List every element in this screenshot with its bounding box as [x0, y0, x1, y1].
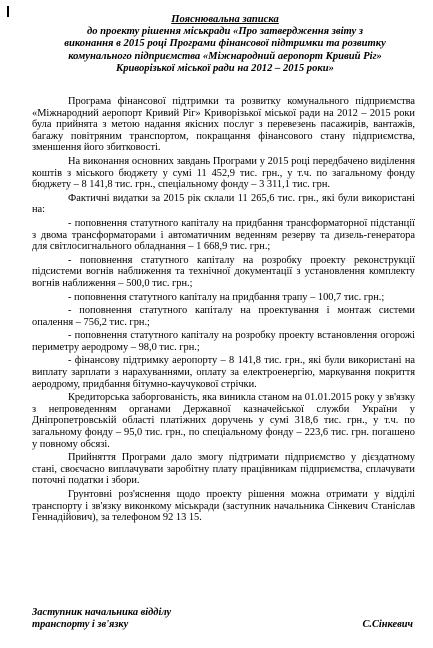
paragraph-actual-expenses: Фактичні видатки за 2015 рік склали 11 265,6 тис. грн., які були використані на: — [32, 192, 415, 216]
paragraph-contact-info: Грунтовні роз'яснення щодо проекту рішення можна отримати у відділі транспорту і зв'язку виконкому міськради (заступник начальника Сінкевич Станіслав Геннадійович), за телефоном 92 13 15. — [32, 489, 415, 524]
signer-name: С.Сінкевич — [362, 619, 413, 631]
list-item-ramp: - поповнення статутного капіталу на придбання трапу – 100,7 тис. грн.; — [68, 291, 385, 303]
paragraph-creditor-debt: Кредиторська заборгованість, яка виникла станом на 01.01.2015 року у зв'язку з непроведенням органами Державної казначейської служби України у Дніпропетровській області платіжних доручень у сумі 318,6 тис. грн., у т.ч. по загальному фонду – 95,0 тис. грн., по спеціальному фонду – 223,6 тис. грн. погашено у повному обсязі. — [32, 392, 415, 450]
list-item-heating: - поповнення статутного капіталу на проектування і монтаж системи опалення – 756,2 тис. грн.; — [32, 305, 415, 328]
title-line-3: виконання в 2015 році Програми фінансової підтримки та розвитку — [64, 38, 386, 50]
text-cursor-mark — [7, 6, 9, 17]
list-item-transformer: - поповнення статутного капіталу на придбання трансформаторної підстанції з двома трансформаторами і автоматичним веденням резерву та дизель-генератора для світлосигнального обладнання – 1 668,9 тис. грн.; — [32, 217, 415, 253]
list-item-lights-project: - поповнення статутного капіталу на розробку проекту реконструкції підсистеми вогнів наближення та технічної документації з установлення комплекту вогнів наближення – 500,0 тис. грн.; — [32, 254, 415, 289]
title-line-1: Пояснювальна записка — [171, 14, 279, 25]
document-body — [32, 96, 415, 526]
paragraph-program-result: Прийняття Програми дало змогу підтримати підприємство у дієздатному стані, своєчасно виплачувати заробітну плату працівникам підприємства, сплачувати поточні податки і збори. — [32, 452, 415, 487]
paragraph-program-intro: Програма фінансової підтримки та розвитку комунального підприємства «Міжнародний аеропорт Кривий Ріг» Криворізької міської ради на 2012 – 2015 роки була прийнята з метою надання якісних послуг з перевезень пасажирів, вантажів, багажу повітряним транспортом, покращання фінансового стану підприємства, зменшення його збитковості. — [32, 96, 415, 154]
title-line-4: комунального підприємства «Міжнародний аеропорт Кривий Ріг» — [68, 50, 382, 62]
document-title — [40, 14, 410, 75]
signature-block — [32, 607, 415, 632]
title-line-5: Криворізької міської ради на 2012 – 2015 роки» — [116, 62, 334, 74]
list-item-financial-support: - фінансову підтримку аеропорту – 8 141,8 тис. грн., які були використані на виплату зарплати з нарахуваннями, оплату за електроенергію, маркування покриття аеродрому, придбання бітумно-каучукової стрічки. — [32, 355, 415, 390]
signer-position-line-1: Заступник начальника відділу — [32, 607, 172, 618]
paragraph-budget-allocation: На виконання основних завдань Програми у 2015 році передбачено виділення коштів з міського бюджету у сумі 11 452,9 тис. грн., у т.ч. по загальному фонду бюджету – 8 141,8 тис. грн., спеціальному фонду – 3 311,1 тис. грн. — [32, 155, 415, 191]
title-line-2: до проекту рішення міськради «Про затвердження звіту з — [86, 26, 364, 38]
list-item-fence: - поповнення статутного капіталу на розробку проекту встановлення огорожі периметру аеродрому – 98,0 тис. грн.; — [32, 330, 415, 353]
signer-position-line-2: транспорту і зв'язку — [32, 619, 129, 631]
